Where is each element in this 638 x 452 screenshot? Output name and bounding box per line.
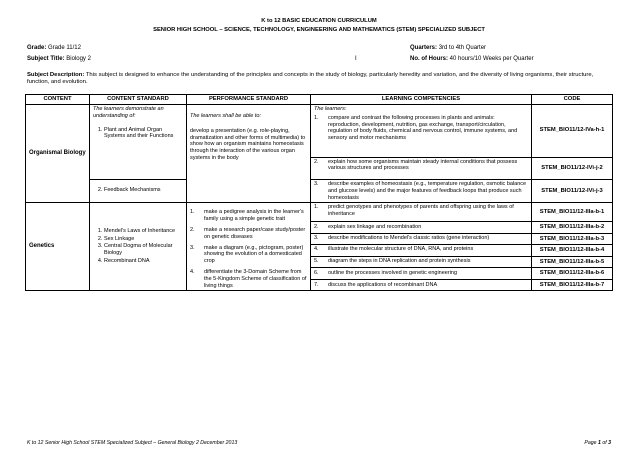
competency-number: 5.	[314, 257, 319, 264]
hours-line	[410, 56, 534, 62]
competency-number: 4.	[314, 246, 319, 253]
competency-number: 3.	[314, 234, 319, 241]
header-content-standard: CONTENT STANDARD	[90, 95, 187, 105]
curriculum-table	[25, 94, 613, 291]
subject-description	[27, 72, 611, 87]
content-standard-genetics	[90, 203, 187, 291]
description-label: Subject Description:	[27, 72, 85, 78]
list-item	[314, 224, 528, 231]
competency-cell	[311, 157, 532, 179]
content-genetics: Genetics	[26, 203, 90, 291]
subject-title-value: Biology 2	[66, 56, 91, 62]
competency-code: STEM_BIO11/12-IIIa-b-2	[532, 222, 613, 233]
list-item	[190, 209, 307, 223]
hours-value: 40 hours/10 Weeks per Quarter	[449, 56, 534, 62]
list-item	[314, 235, 528, 242]
list-item	[314, 115, 528, 142]
list-item	[314, 246, 528, 253]
competency-cell	[311, 233, 532, 244]
competency-code: STEM_BIO11/12-IIIa-b-4	[532, 245, 613, 256]
competency-cell	[311, 256, 532, 267]
competency-cell	[311, 268, 532, 279]
list-item	[314, 159, 528, 173]
competency-text: predict genotypes and phenotypes of parents and offspring using the laws of inheritance	[328, 204, 514, 218]
competency-cell	[311, 180, 532, 203]
list-item: 3. Central Dogma of Molecular Biology	[104, 243, 183, 257]
competency-intro: The learners:	[314, 106, 347, 112]
competency-cell	[311, 105, 532, 158]
quarters-value: 3rd to 4th Quarter	[438, 45, 487, 51]
header-performance-standard: PERFORMANCE STANDARD	[187, 95, 311, 105]
competency-code: STEM_BIO11/12-IVa-h-1	[532, 105, 613, 158]
list-item	[314, 181, 528, 201]
competency-cell	[311, 222, 532, 233]
performance-number: 1.	[190, 209, 195, 216]
standard-intro: The learners demonstrate an understanding of:	[93, 106, 164, 119]
competency-code: STEM_BIO11/12-IIIa-b-1	[532, 203, 613, 222]
competency-text: outline the processes involved in genetic engineering	[328, 270, 458, 277]
grade-line	[27, 45, 81, 51]
performance-standard-organismal	[187, 105, 311, 203]
list-item	[314, 270, 528, 277]
list-item	[314, 282, 528, 289]
competency-text: describe examples of homeostasis (e.g., temperature regulation, osmotic balance and glucose levels) and the major features of feedback loops that produce such homeostasis	[328, 181, 527, 201]
competency-text: explain how some organisms maintain steady internal conditions that possess various structures and processes	[328, 158, 518, 172]
header-code: CODE	[532, 95, 613, 105]
subject-title-label: Subject Title:	[27, 56, 65, 62]
page-number	[584, 440, 611, 446]
competency-cell	[311, 279, 532, 291]
list-item	[314, 258, 528, 265]
competency-cell	[311, 245, 532, 256]
standard-list	[93, 228, 183, 265]
competency-text: explain sex linkage and recombination	[328, 224, 422, 231]
header-learning-competencies: LEARNING COMPETENCIES	[311, 95, 532, 105]
competency-code: STEM_BIO11/12-IVi-j-2	[532, 157, 613, 179]
competency-number: 3.	[314, 181, 319, 187]
competency-text: diagram the steps in DNA replication and protein synthesis	[328, 257, 471, 264]
competency-code: STEM_BIO11/12-IVi-j-3	[532, 180, 613, 203]
competency-code: STEM_BIO11/12-IIIa-b-5	[532, 256, 613, 267]
competency-number: 2.	[314, 224, 319, 231]
page-current: 1	[597, 440, 601, 446]
performance-text: develop a presentation (e.g. role-playing, dramatization and other forms of multimedia) to show how an organism maintains homeostasis through the interaction of the various organ systems in the body	[190, 127, 306, 161]
competency-number: 2.	[314, 158, 319, 165]
list-item: 2. Sex Linkage	[104, 236, 183, 243]
list-item: 2. Feedback Mechanisms	[104, 187, 183, 194]
competency-code: STEM_BIO11/12-IIIa-b-3	[532, 233, 613, 244]
page-total: 3	[608, 440, 611, 446]
page-of: of	[602, 440, 607, 446]
track-subtitle: SENIOR HIGH SCHOOL – SCIENCE, TECHNOLOGY, ENGINEERING AND MATHEMATICS (STEM) SPECIALIZED SUBJECT	[153, 27, 485, 33]
quarters-label: Quarters:	[410, 45, 438, 51]
competency-number: 1.	[314, 114, 319, 121]
table-row	[26, 180, 613, 203]
content-standard-feedback	[90, 180, 187, 203]
performance-number: 4.	[190, 268, 195, 275]
competency-code: STEM_BIO11/12-IIIa-b-7	[532, 279, 613, 291]
competency-number: 1.	[314, 204, 319, 211]
grade-value: Grade 11/12	[48, 45, 81, 51]
list-item	[314, 204, 528, 218]
list-item: 1. Mendel's Laws of Inheritance	[104, 228, 183, 235]
competency-text: discuss the applications of recombinant DNA	[328, 281, 438, 288]
standard-list	[93, 187, 183, 194]
performance-number: 3.	[190, 244, 195, 251]
competency-text: compare and contrast the following processes in plants and animals: reproduction, development, nutrition, gas exchange, transport/circulation, regulation of body fluids, chemical and nervous control, immune systems, and sensory and motor mechanisms	[328, 114, 518, 142]
header-content: CONTENT	[26, 95, 90, 105]
description-text: This subject is designed to enhance the understanding of the principles and concepts in the study of biology, particularly heredity and variation, and the diversity of living organisms, their structure, function, and evolution.	[27, 72, 594, 86]
list-item	[190, 269, 307, 289]
table-row	[26, 105, 613, 158]
quarters-line	[410, 45, 486, 51]
list-item: 4. Recombinant DNA	[104, 258, 183, 265]
standard-list	[93, 127, 183, 141]
list-item: 1. Plant and Animal Organ Systems and their Functions	[104, 127, 183, 141]
competency-number: 7.	[314, 281, 319, 288]
competency-text: illustrate the molecular structure of DNA, RNA, and proteins	[328, 246, 474, 253]
grade-label: Grade:	[27, 45, 47, 51]
curriculum-title: K to 12 BASIC EDUCATION CURRICULUM	[261, 18, 377, 24]
content-organismal-biology: Organismal Biology	[26, 105, 90, 203]
performance-intro: The learners shall be able to:	[190, 113, 261, 119]
competency-number: 6.	[314, 270, 319, 277]
performance-text: make a pedigree analysis in the learner's family using a simple genetic trait	[204, 209, 304, 223]
performance-text: differentiate the 3-Domain Scheme from the 5-Kingdom Scheme of classification of living things	[204, 268, 307, 289]
list-item	[190, 227, 307, 241]
subject-title-line	[27, 56, 91, 62]
performance-text: make a diagram (e.g., pictogram, poster) showing the evolution of a domesticated crop	[204, 244, 304, 265]
content-standard-organismal	[90, 105, 187, 180]
competency-text: describe modifications to Mendel's classic ratios (gene interaction)	[328, 234, 490, 241]
table-row	[26, 203, 613, 222]
list-item	[190, 245, 307, 265]
table-header-row	[26, 95, 613, 105]
performance-standard-genetics	[187, 203, 311, 291]
footer-document-title: K to 12 Senior High School STEM Specialized Subject – General Biology 2 December 2013	[27, 440, 238, 446]
competency-code: STEM_BIO11/12-IIIa-b-6	[532, 268, 613, 279]
performance-text: make a research paper/case study/poster on genetic diseases	[204, 226, 306, 240]
competency-cell	[311, 203, 532, 222]
page-label: Page	[584, 440, 597, 446]
hours-label: No. of Hours:	[410, 56, 448, 62]
separator-mark: I	[355, 56, 357, 62]
performance-number: 2.	[190, 226, 195, 233]
